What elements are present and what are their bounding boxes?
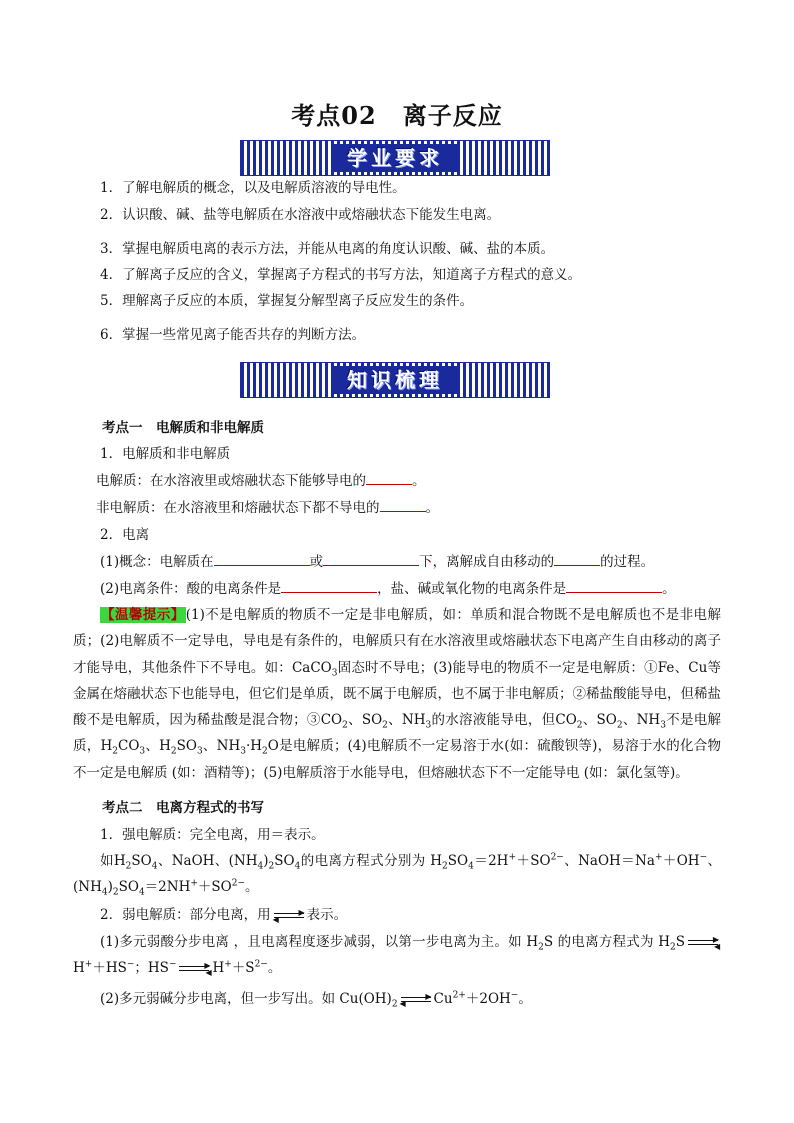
reversible-arrow-icon: ▶ ◀ [688,939,718,947]
weak-acid-ionization: (1)多元弱酸分步电离 ，且电离程度逐步减弱，以第一步电离为主。如 $H_2S$ 的电离方程式为 $H_2S$ ▶ ◀ H+＋HS−；HS− ▶ ◀ $H^++S^{2-}$。 [73,934,721,977]
strong-example: 如$H_2SO_4$、NaOH、$(NH_4)_2SO_4$的电离方程式分别为 $H_2SO_4=2H^++SO^{2-}$、NaOH＝Na+＋OH−、$(NH_4)_2SO_4=2NH^++SO^{2-}$。 [73,852,721,898]
fill-blank[interactable] [566,580,662,593]
page-title [0,96,794,131]
fill-blank[interactable] [380,499,426,512]
banner-knowledge [240,362,550,398]
requirement-item: 3．掌握电解质电离的表示方法，并能从电离的角度认识酸、碱、盐的本质。 [100,241,555,257]
requirement-item: 2．认识酸、碱、盐等电解质在水溶液中或熔融状态下能发生电离。 [100,207,501,223]
section1-sub2: 2．电离 [100,527,150,543]
requirement-item: 1．了解电解质的概念，以及电解质溶液的导电性。 [100,180,406,196]
reversible-arrow-icon: ▶ ◀ [179,965,209,973]
requirement-item: 5．理解离子反应的本质，掌握复分解型离子反应发生的条件。 [100,293,474,309]
section1-heading: 考点一 电解质和非电解质 [102,420,264,436]
reversible-arrow-icon: ▶ ◀ [399,991,432,1008]
weak-base-ionization: (2)多元弱碱分步电离，但一步写出。如 $Cu(OH)_2$ ▶ ◀ $Cu^{2+}+2OH^-$。 [100,990,532,1010]
section1-sub1: 1．电解质和非电解质 [100,446,231,462]
banner-requirements [240,140,550,176]
tip-paragraph: 【温馨提示】(1)不是电解质的物质不一定是非电解质，如：单质和混合物既不是电解质也不是非电解质；(2)电解质不一定导电，导电是有条件的，电解质只有在水溶液里或熔融状态下电离产生自由移动的离子才能导电，其他条件下不导电。如：CaCO$_3$固态时不导电；(3)能导电的物质不一定是电解质：①Fe、Cu等金属在熔融状态下也能导电，但它们是单质，既不属于电解质，也不属于非电解质；②稀盐酸能导电，但稀盐酸不是电解质，因为稀盐酸是混合物；$③CO_2$、$SO_2$、$NH_3$的水溶液能导电，但$CO_2$、$SO_2$、$NH_3$不是电解质，$H_2CO_3$、$H_2SO_3$、$NH_3\cdot H_2O$是电解质；(4)电解质不一定易溶于水(如：硫酸钡等)，易溶于水的化合物不一定是电解质 (如：酒精等)；(5)电解质溶于水能导电，但熔融状态下不一定能导电 (如：氯化氢等)。 [73,607,722,781]
title-name: 离子反应 [402,101,503,130]
electrolyte-definition: 电解质：在水溶液里或熔融状态下能够导电的 。 [96,473,426,489]
ionization-concept: (1)概念：电解质在 或 下，离解成自由移动的 的过程。 [100,554,655,570]
fill-blank[interactable] [214,553,310,566]
nonelectrolyte-definition: 非电解质：在水溶液里和熔融状态下都不导电的 。 [96,500,439,516]
fill-blank[interactable] [323,553,419,566]
strong-electrolyte: 1．强电解质：完全电离，用＝表示。 [100,827,325,843]
weak-electrolyte: 2．弱电解质：部分电离，用 ▶ ◀ 表示。 [100,907,348,924]
section2-heading: 考点二 电离方程式的书写 [102,800,264,816]
fill-blank[interactable] [281,580,377,593]
fill-blank[interactable] [366,472,412,485]
ionization-condition: (2)电离条件：酸的电离条件是 ，盐、碱或氧化物的电离条件是 。 [100,581,676,597]
banner-knowledge-label: 知识梳理 [333,366,457,394]
requirement-item: 4．了解离子反应的含义，掌握离子方程式的书写方法，知道离子方程式的意义。 [100,267,582,283]
requirement-item: 6．掌握一些常见离子能否共存的判断方法。 [100,327,366,343]
banner-requirements-label: 学业要求 [333,144,457,172]
tip-badge: 【温馨提示】 [101,607,185,623]
title-code: 考点02 [291,101,377,130]
reversible-arrow-icon: ▶ ◀ [272,907,305,924]
fill-blank[interactable] [554,553,600,566]
